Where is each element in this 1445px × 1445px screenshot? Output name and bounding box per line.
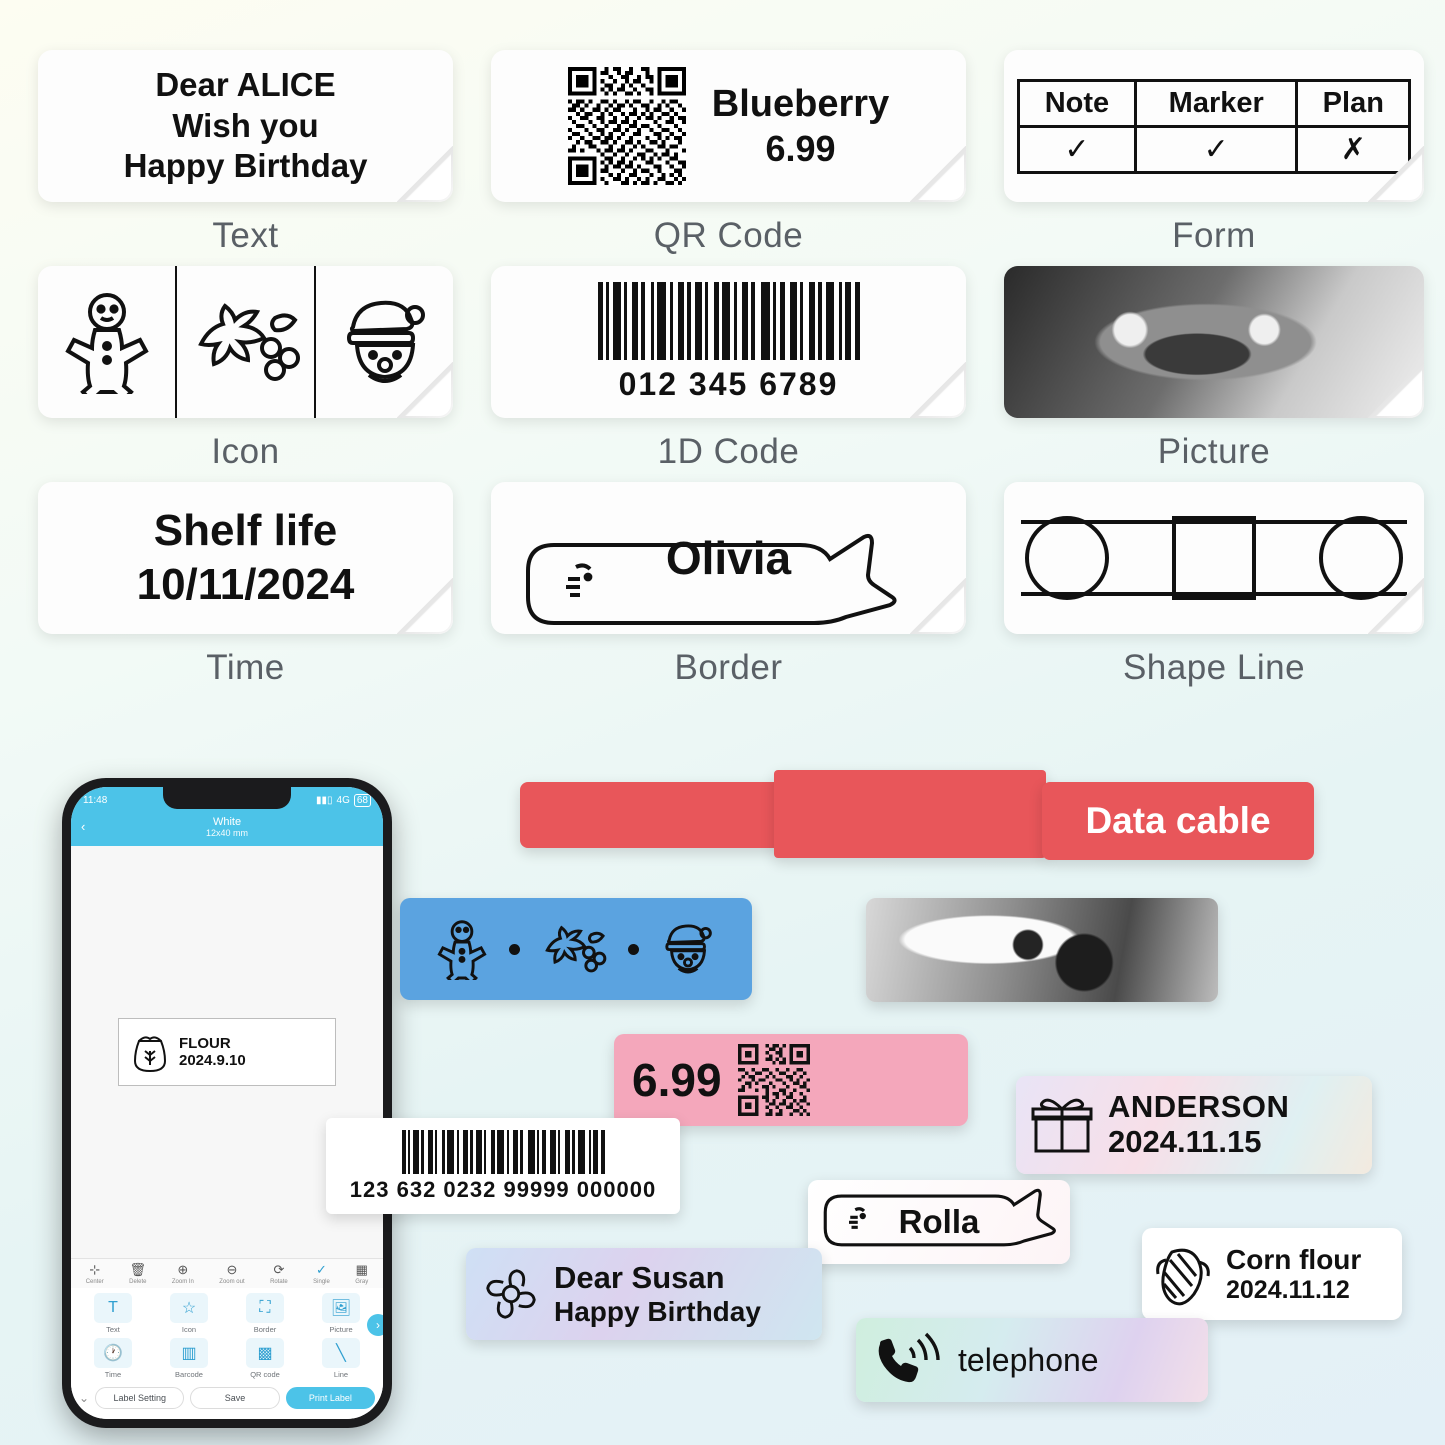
sample-corn-flour bbox=[1142, 1228, 1402, 1320]
dog-photo bbox=[866, 898, 1218, 1002]
label-card-qr bbox=[491, 50, 966, 202]
label-card-shape-line bbox=[1004, 482, 1424, 634]
sample-data-cable-tail-left bbox=[520, 782, 782, 848]
peel-corner bbox=[910, 362, 966, 418]
feature-text bbox=[38, 50, 453, 256]
toolbar-center[interactable]: ⊹ Center bbox=[85, 1262, 104, 1285]
flower-icon bbox=[480, 1263, 542, 1325]
toolbar-gray[interactable]: ▦ Gray bbox=[355, 1262, 369, 1285]
qr-price: 6.99 bbox=[765, 127, 836, 169]
gift-icon bbox=[1030, 1095, 1094, 1155]
barcode-number: 012 345 6789 bbox=[618, 365, 839, 402]
signal-icon: ▮▮▯ bbox=[316, 794, 333, 806]
feature-caption-shape-line: Shape Line bbox=[1122, 648, 1306, 687]
status-battery: 68 bbox=[354, 794, 371, 807]
icon-cell-santa bbox=[316, 266, 453, 418]
feature-icon bbox=[38, 266, 453, 472]
tool-border[interactable]: ⛶ Border bbox=[227, 1293, 303, 1334]
form-cell-marker: ✓ bbox=[1136, 126, 1297, 172]
line-icon: ╲ bbox=[322, 1338, 360, 1368]
tools-next-button[interactable]: › bbox=[367, 1314, 383, 1336]
shape-line-group bbox=[1021, 516, 1407, 600]
form-header-plan: Plan bbox=[1297, 80, 1410, 126]
picture-icon: 🖼 bbox=[322, 1293, 360, 1323]
border-label-text: Olivia bbox=[665, 532, 792, 584]
phone-screen bbox=[71, 787, 383, 1419]
gingerbread-man-icon bbox=[433, 918, 491, 980]
edit-toolbar bbox=[71, 1258, 383, 1288]
feature-form bbox=[1004, 50, 1424, 256]
toolbar-delete[interactable]: 🗑 Delete bbox=[129, 1262, 147, 1285]
back-button[interactable]: ‹ bbox=[81, 819, 86, 834]
form-header-note: Note bbox=[1018, 80, 1136, 126]
feature-caption-icon: Icon bbox=[211, 432, 280, 471]
sample-barcode-number: 123 632 0232 99999 000000 bbox=[349, 1176, 657, 1202]
text-line-3: Happy Birthday bbox=[123, 147, 368, 185]
phone-mockup bbox=[62, 778, 392, 1428]
canvas-label-line-1: FLOUR bbox=[179, 1034, 231, 1052]
dot-separator-icon bbox=[509, 944, 520, 955]
corn-icon bbox=[1152, 1240, 1216, 1308]
peel-corner bbox=[397, 146, 453, 202]
feature-time bbox=[38, 482, 453, 688]
qr-code-icon bbox=[738, 1044, 810, 1116]
status-time: 11:48 bbox=[83, 794, 108, 806]
sample-corn-flour-name: Corn flour bbox=[1226, 1243, 1362, 1275]
feature-caption-border: Border bbox=[674, 648, 783, 687]
telephone-icon bbox=[872, 1330, 940, 1390]
text-line-2: Wish you bbox=[172, 106, 319, 144]
feature-caption-picture: Picture bbox=[1157, 432, 1271, 471]
tool-time[interactable]: 🕐 Time bbox=[75, 1338, 151, 1379]
feature-picture bbox=[1004, 266, 1424, 472]
collapse-chevron-icon[interactable]: ⌄ bbox=[79, 1391, 90, 1405]
feature-border bbox=[491, 482, 966, 688]
text-icon: T bbox=[94, 1293, 132, 1323]
sample-susan-line-1: Dear Susan bbox=[554, 1260, 725, 1295]
tool-barcode[interactable]: ▥ Barcode bbox=[151, 1338, 227, 1379]
shape-circle-1 bbox=[1025, 516, 1109, 600]
save-button[interactable]: Save bbox=[190, 1387, 279, 1409]
icon-cell-holly bbox=[177, 266, 316, 418]
label-card-icon bbox=[38, 266, 453, 418]
clock-icon: 🕐 bbox=[94, 1338, 132, 1368]
tool-icon[interactable]: ☆ Icon bbox=[151, 1293, 227, 1334]
app-bar-title: White bbox=[212, 816, 242, 828]
feature-caption-time: Time bbox=[206, 648, 285, 687]
santa-icon bbox=[333, 291, 437, 393]
bottom-bar bbox=[71, 1381, 383, 1419]
holly-icon bbox=[187, 292, 305, 392]
toolbar-zoom-in[interactable]: ⊕ Zoom In bbox=[171, 1262, 194, 1285]
canvas-label-preview[interactable] bbox=[118, 1018, 336, 1086]
border-icon: ⛶ bbox=[246, 1293, 284, 1323]
label-card-barcode bbox=[491, 266, 966, 418]
star-icon: ☆ bbox=[170, 1293, 208, 1323]
label-card-form bbox=[1004, 50, 1424, 202]
sample-anderson-name: ANDERSON bbox=[1108, 1089, 1290, 1125]
sample-barcode-label bbox=[326, 1118, 680, 1214]
form-cell-note: ✓ bbox=[1018, 126, 1136, 172]
icon-cell-gingerbread bbox=[38, 266, 177, 418]
label-setting-button[interactable]: Label Setting bbox=[95, 1387, 184, 1409]
sample-data-cable bbox=[1042, 782, 1314, 860]
text-label-content bbox=[124, 65, 368, 188]
sample-icons-blue bbox=[400, 898, 752, 1000]
peel-corner bbox=[397, 578, 453, 634]
shape-square bbox=[1172, 516, 1256, 600]
tool-picture[interactable]: 🖼 Picture bbox=[303, 1293, 379, 1334]
canvas-label-line-2: 2024.9.10 bbox=[179, 1052, 246, 1069]
feature-caption-qr-code: QR Code bbox=[653, 216, 804, 255]
app-bar-subtitle: 12x40 mm bbox=[205, 828, 249, 838]
barcode-icon: ▥ bbox=[170, 1338, 208, 1368]
gingerbread-man-icon bbox=[57, 290, 157, 394]
feature-shape-line bbox=[1004, 482, 1424, 688]
time-line-1: Shelf life bbox=[153, 506, 338, 556]
status-network: 4G bbox=[336, 794, 350, 806]
shape-line-top bbox=[1021, 520, 1407, 524]
santa-icon bbox=[657, 919, 719, 979]
toolbar-zoom-out[interactable]: ⊖ Zoom out bbox=[219, 1262, 245, 1285]
sample-anderson-date: 2024.11.15 bbox=[1108, 1124, 1262, 1159]
sample-susan bbox=[466, 1248, 822, 1340]
print-label-button[interactable]: Print Label bbox=[286, 1387, 375, 1409]
sample-rolla bbox=[808, 1180, 1070, 1264]
table-row bbox=[1018, 126, 1410, 172]
feature-caption-text: Text bbox=[212, 216, 279, 255]
form-cell-plan: ✗ bbox=[1297, 126, 1410, 172]
sample-telephone bbox=[856, 1318, 1208, 1402]
sample-pink-price-qr bbox=[614, 1034, 968, 1126]
tool-qr-code[interactable]: ▩ QR code bbox=[227, 1338, 303, 1379]
label-card-picture bbox=[1004, 266, 1424, 418]
barcode-icon bbox=[598, 282, 860, 360]
text-line-1: Dear ALICE bbox=[155, 65, 336, 103]
form-header-marker: Marker bbox=[1136, 80, 1297, 126]
table-row bbox=[1018, 80, 1410, 126]
feature-one-d-code bbox=[491, 266, 966, 472]
feature-caption-form: Form bbox=[1172, 216, 1256, 255]
peel-corner bbox=[910, 146, 966, 202]
label-card-text bbox=[38, 50, 453, 202]
sample-dog-picture bbox=[866, 898, 1218, 1002]
label-card-border bbox=[491, 482, 966, 634]
flour-bag-icon bbox=[129, 1029, 171, 1075]
sample-data-cable-text: Data cable bbox=[1085, 800, 1271, 841]
qr-icon: ▩ bbox=[246, 1338, 284, 1368]
sample-telephone-text: telephone bbox=[958, 1341, 1099, 1378]
sample-data-cable-body bbox=[774, 770, 1046, 858]
tool-text[interactable]: T Text bbox=[75, 1293, 151, 1334]
toolbar-single[interactable]: ✓ Single bbox=[313, 1262, 330, 1285]
holly-icon bbox=[539, 919, 609, 979]
shape-circle-2 bbox=[1319, 516, 1403, 600]
sample-price-text: 6.99 bbox=[632, 1054, 722, 1106]
barcode-icon bbox=[402, 1130, 605, 1174]
label-card-time bbox=[38, 482, 453, 634]
feature-grid bbox=[38, 50, 1408, 688]
qr-code-icon bbox=[568, 67, 686, 185]
cat-photo bbox=[1004, 266, 1424, 418]
sample-susan-line-2: Happy Birthday bbox=[554, 1296, 761, 1327]
qr-title: Blueberry bbox=[711, 82, 890, 125]
sample-corn-flour-date: 2024.11.12 bbox=[1226, 1275, 1350, 1304]
tools-grid bbox=[71, 1288, 383, 1381]
form-table bbox=[1017, 79, 1412, 174]
time-line-2: 10/11/2024 bbox=[136, 560, 355, 609]
shape-line-bottom bbox=[1021, 592, 1407, 596]
dot-separator-icon bbox=[628, 944, 639, 955]
sample-anderson bbox=[1016, 1076, 1372, 1174]
tool-line[interactable]: ╲ Line bbox=[303, 1338, 379, 1379]
feature-qr-code bbox=[491, 50, 966, 256]
feature-caption-one-d-code: 1D Code bbox=[657, 432, 800, 471]
sample-rolla-text: Rolla bbox=[898, 1203, 980, 1240]
phone-notch bbox=[163, 787, 291, 809]
toolbar-rotate[interactable]: ⟳ Rotate bbox=[270, 1262, 288, 1285]
peel-corner bbox=[910, 578, 966, 634]
app-bar bbox=[71, 813, 383, 846]
